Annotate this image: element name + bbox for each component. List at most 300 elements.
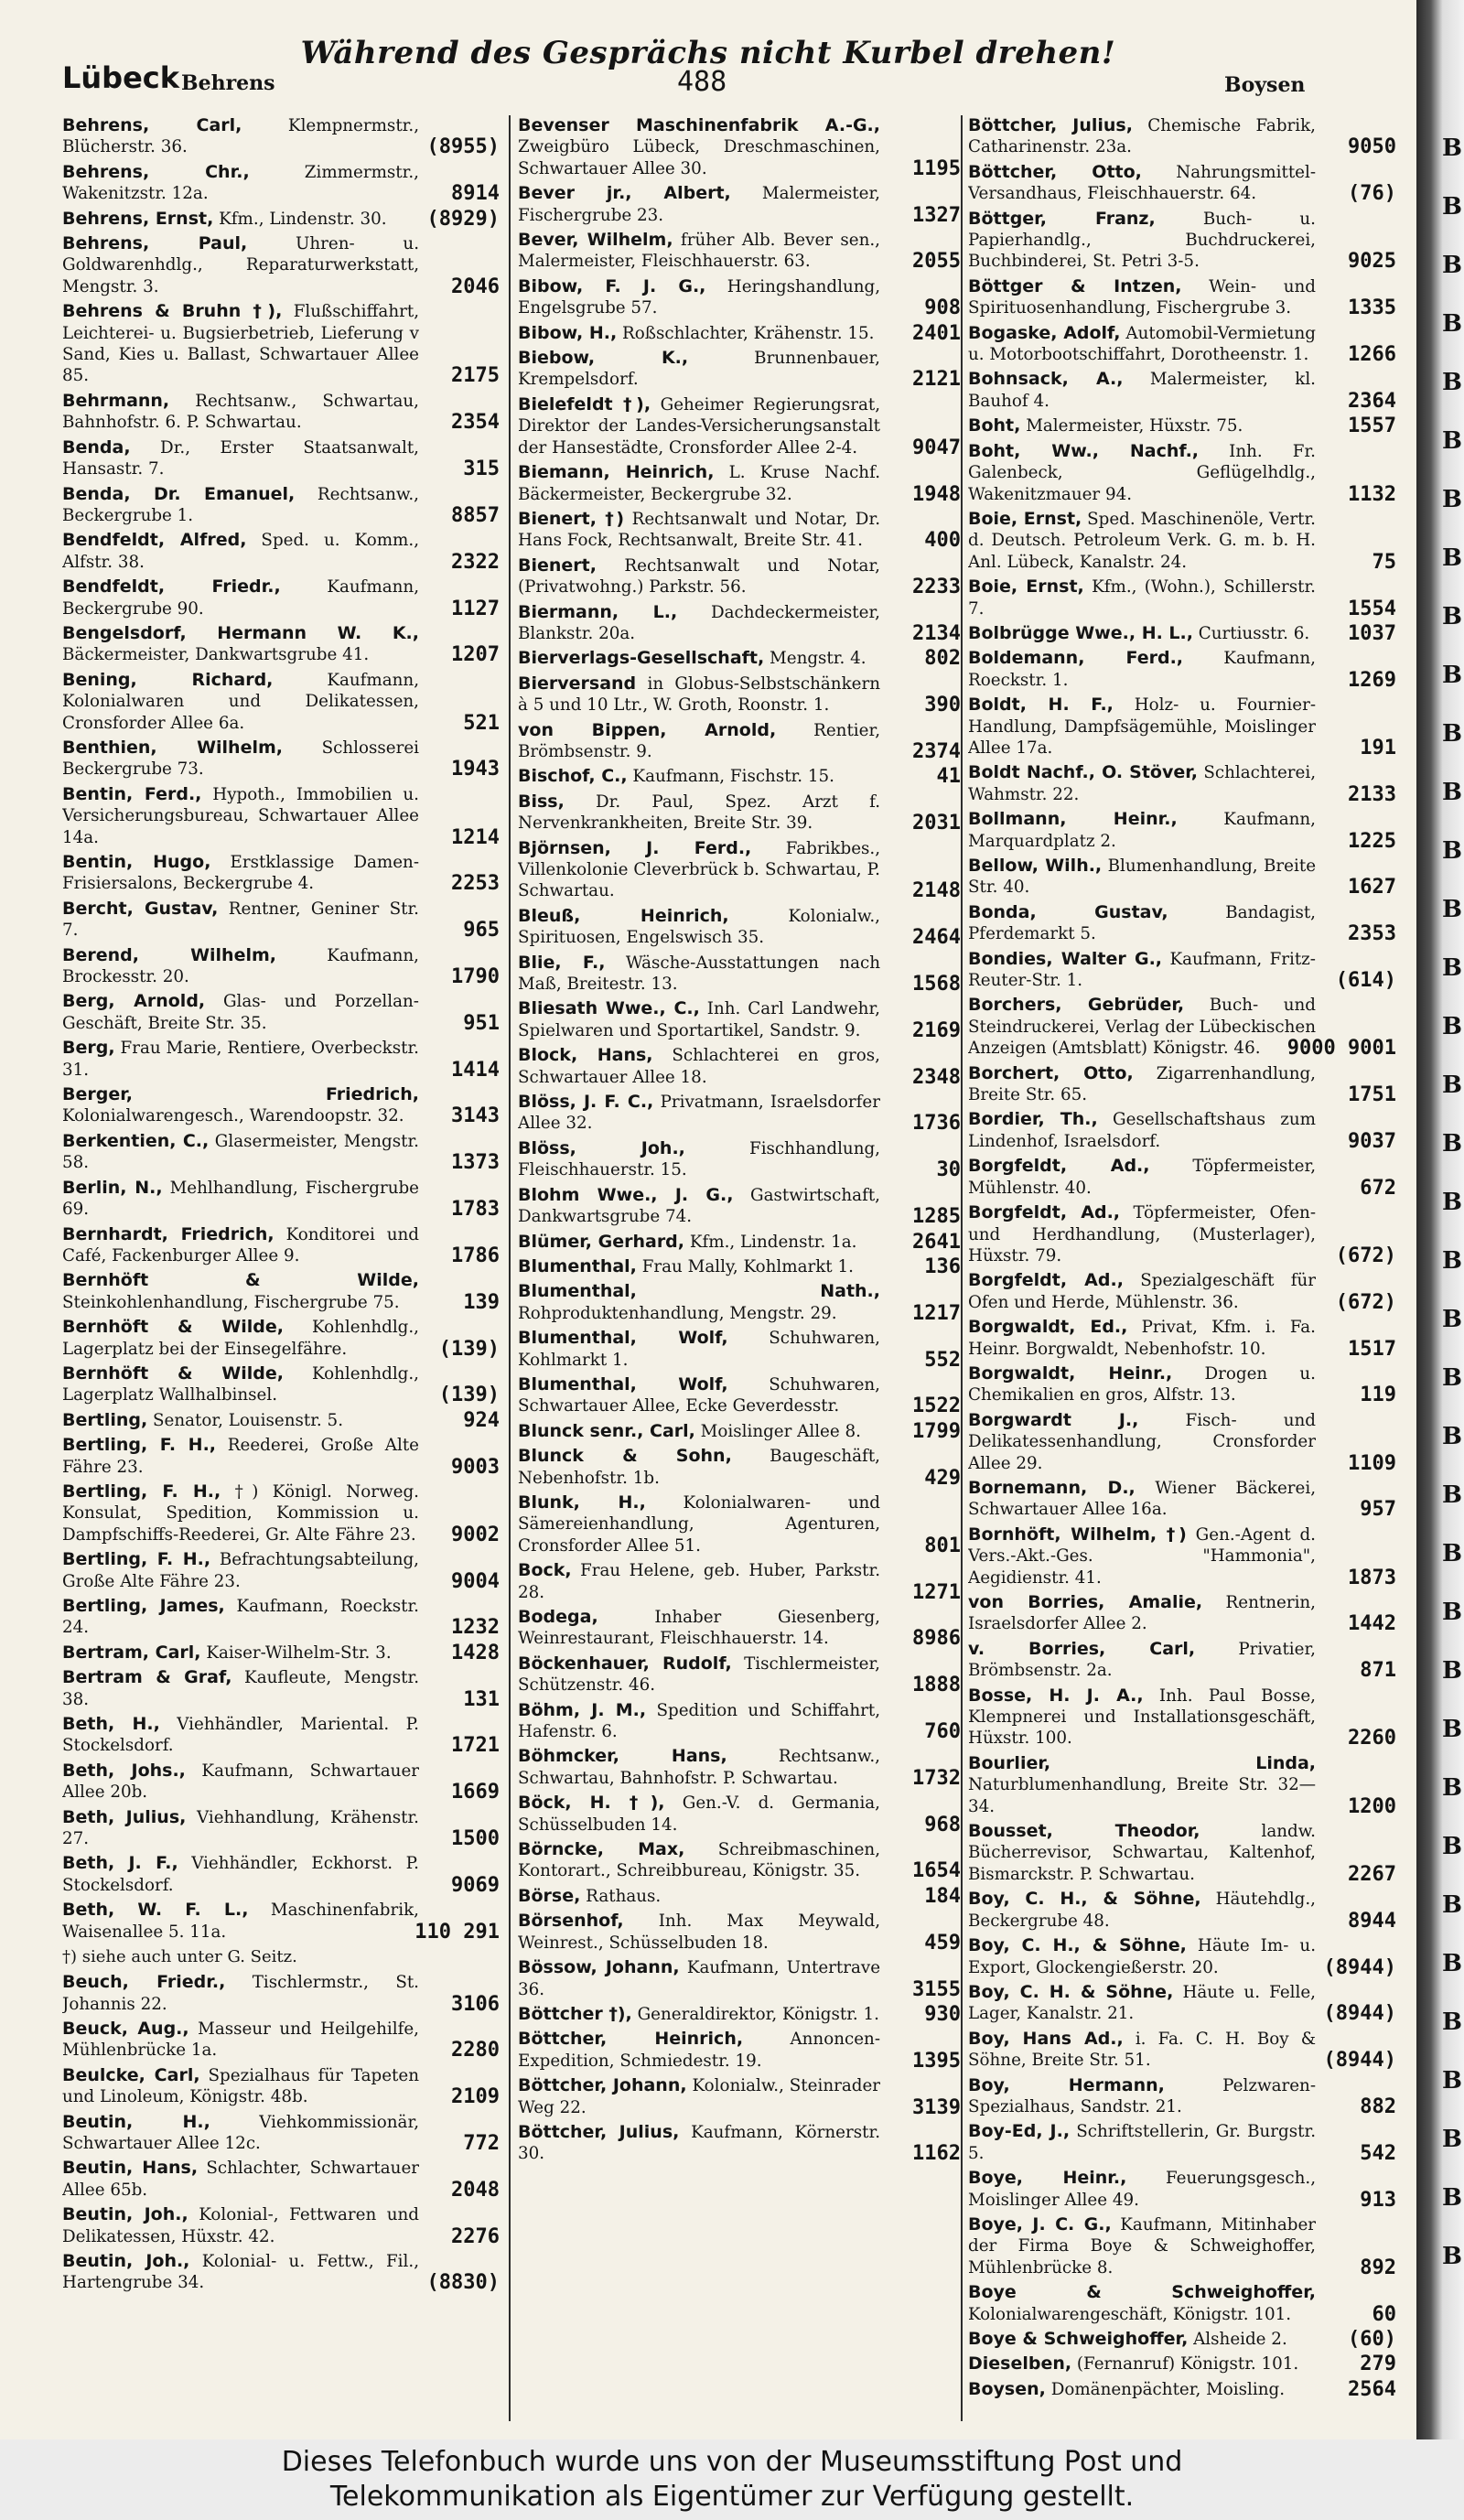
phone-number: 2046: [451, 275, 500, 298]
subscriber-name: Bielefeldt †),: [518, 393, 651, 415]
subscriber-description: Feuerungsgesch., Moislinger Allee 49.: [968, 2169, 1317, 2210]
phone-number: 1214: [451, 825, 500, 849]
directory-entry: [968, 1478, 1396, 1521]
subscriber-name: Böttcher, Heinrich,: [518, 2029, 744, 2050]
phone-number: 2564: [1348, 2377, 1396, 2401]
subscriber-name: Bertram & Graf,: [62, 1667, 232, 1688]
phone-number: 2401: [912, 321, 961, 345]
subscriber-name: Blunk, H.,: [518, 1492, 646, 1513]
directory-entry: [518, 1700, 961, 1743]
directory-entry: [518, 998, 961, 1041]
subscriber-name: Boy, Hermann,: [968, 2074, 1165, 2095]
subscriber-name: Berg,: [62, 1038, 115, 1059]
directory-entry: [62, 530, 500, 573]
directory-entry: [62, 1084, 500, 1127]
subscriber-description: Roßschlachter, Krähenstr. 15.: [621, 323, 875, 343]
directory-entry: [62, 1270, 500, 1313]
subscriber-name: Bonda, Gustav,: [968, 901, 1168, 922]
phone-number: 2031: [912, 812, 961, 835]
directory-entry: [62, 1435, 500, 1478]
subscriber-name: Blunck senr., Carl,: [518, 1420, 695, 1441]
directory-entry: [518, 2122, 961, 2165]
subscriber-description: Masseur und Heilgehilfe, Mühlenbrücke 1a.: [62, 2019, 419, 2061]
subscriber-description: Kolonialwarengesch., Warendoopstr. 32.: [62, 1106, 404, 1126]
subscriber-description: Kaufmann, Fritz-Reuter-Str. 1.: [968, 949, 1316, 991]
phone-number: 1428: [451, 1641, 500, 1664]
subscriber-name: Blohm Wwe., J. G.,: [518, 1184, 734, 1205]
subscriber-name: Borgfeldt, Ad.,: [968, 1202, 1121, 1223]
subscriber-description: Kaufmann, Beckergrube 90.: [62, 577, 420, 619]
phone-number: 2374: [912, 739, 961, 763]
directory-entry: [62, 115, 500, 158]
edge-letter: B: [1442, 1716, 1462, 1743]
subscriber-description: Häute u. Felle, Lager, Kanalstr. 21.: [968, 1982, 1316, 2024]
subscriber-name: Beutin, Joh.,: [62, 2250, 190, 2271]
subscriber-description: Töpfermeister, Ofen- und Herdhandlung, (Musterlager), Hüxstr. 79.: [968, 1203, 1316, 1265]
phone-number: 2260: [1348, 1727, 1396, 1750]
subscriber-name: Borgwaldt, Ed.,: [968, 1317, 1128, 1338]
phone-number: (8955): [426, 135, 500, 159]
directory-entry: [968, 2379, 1396, 2400]
subscriber-name: Bendfeldt, Friedr.,: [62, 576, 281, 598]
directory-entry: [62, 1363, 500, 1406]
subscriber-description: Blumenhandlung, Breite Str. 40.: [968, 856, 1317, 898]
subscriber-name: Bierverlags-Gesellschaft,: [518, 648, 765, 669]
subscriber-description: Spezialhaus für Tapeten und Linoleum, Königstr. 48b.: [62, 2065, 419, 2107]
phone-number: 2133: [1348, 782, 1396, 806]
subscriber-name: Böttcher, Johann,: [518, 2075, 687, 2096]
phone-number: 542: [1360, 2141, 1396, 2165]
directory-entry: [62, 484, 500, 527]
subscriber-name: Bengelsdorf, Hermann W. K.,: [62, 622, 419, 643]
subscriber-description: Privatier, Brömbsenstr. 2a.: [968, 1639, 1316, 1681]
phone-number: 3106: [451, 1992, 500, 2016]
directory-entry: [62, 670, 500, 734]
subscriber-name: Bock,: [518, 1560, 572, 1581]
subscriber-description: Kaufmann, Roeckstr. 1.: [968, 649, 1316, 690]
subscriber-description: Mengstr. 4.: [770, 649, 867, 669]
subscriber-name: Bercht, Gustav,: [62, 898, 219, 919]
subscriber-description: Moislinger Allee 8.: [700, 1421, 861, 1441]
left-guide-word: Behrens: [181, 71, 275, 95]
edge-letter: B: [1442, 837, 1462, 865]
directory-entry: [968, 276, 1396, 319]
phone-number: 1557: [1348, 415, 1396, 438]
edge-letter: B: [1442, 1657, 1462, 1685]
phone-number: 951: [463, 1011, 500, 1035]
edge-letter: B: [1442, 1599, 1462, 1626]
subscriber-name: Boy-Ed, J.,: [968, 2121, 1071, 2142]
phone-number: 1948: [912, 482, 961, 506]
subscriber-name: Bondies, Walter G.,: [968, 948, 1163, 969]
subscriber-description: Kolonialw., Spirituosen, Engelswisch 35.: [518, 906, 880, 948]
subscriber-description: Drogen u. Chemikalien en gros, Alfstr. 13.: [968, 1363, 1316, 1405]
directory-entry: [518, 1138, 961, 1181]
subscriber-description: Automobil-Vermietung u. Motorbootschiffahrt, Dorotheenstr. 1.: [968, 323, 1316, 365]
edge-letter: B: [1442, 896, 1462, 923]
directory-entry: [968, 1410, 1396, 1474]
phone-number: 2169: [912, 1018, 961, 1042]
directory-entry: [518, 602, 961, 645]
phone-number: 279: [1360, 2353, 1396, 2376]
subscriber-description: Zigarrenhandlung, Breite Str. 65.: [968, 1063, 1316, 1105]
subscriber-name: Boye, J. C. G.,: [968, 2213, 1112, 2235]
subscriber-description: Uhren- u. Goldwarenhdlg., Reparaturwerkstatt, Mengstr. 3.: [62, 234, 420, 296]
directory-entry: [968, 1317, 1396, 1360]
subscriber-description: Kaufleute, Mengstr. 38.: [62, 1668, 420, 1709]
subscriber-description: Gen.-Agent d. Vers.-Akt.-Ges. "Hammonia", Aegidienstr. 41.: [968, 1524, 1316, 1588]
credit-line-1: Dieses Telefonbuch wurde uns von der Museumsstiftung Post und: [281, 2446, 1183, 2478]
subscriber-name: Boy, C. H., & Söhne,: [968, 1889, 1201, 1910]
directory-entry: [518, 838, 961, 902]
phone-number: 9003: [451, 1455, 500, 1479]
subscriber-description: Tischlermeister, Schützenstr. 46.: [518, 1653, 880, 1696]
directory-entry: [62, 391, 500, 434]
directory-entry: [518, 323, 961, 344]
phone-number: (8929): [426, 207, 500, 231]
directory-entry: [62, 209, 500, 230]
edge-letter: B: [1442, 2067, 1462, 2095]
subscriber-description: Kaiser-Wilhelm-Str. 3.: [206, 1642, 392, 1663]
subscriber-name: Bornemann, D.,: [968, 1477, 1136, 1498]
phone-number: 1037: [1348, 621, 1396, 645]
subscriber-description: Fisch- und Delikatessenhandlung, Cronsforder Allee 29.: [968, 1410, 1316, 1473]
edge-letter: B: [1442, 779, 1462, 806]
phone-number: 2134: [912, 621, 961, 645]
subscriber-name: Beulcke, Carl,: [62, 2064, 200, 2085]
subscriber-name: Boysen,: [968, 2378, 1046, 2399]
subscriber-description: Frau Marie, Rentiere, Overbeckstr. 31.: [62, 1039, 419, 1080]
subscriber-name: Blöss, J. F. C.,: [518, 1092, 654, 1113]
subscriber-description: Schuhwaren, Schwartauer Allee, Ecke Geverdesstr.: [518, 1374, 880, 1416]
phone-number: 1127: [451, 597, 500, 620]
directory-entry: [968, 762, 1396, 805]
edge-letter: B: [1442, 1072, 1462, 1099]
subscriber-description: Kfm., (Wohn.), Schillerstr. 7.: [968, 577, 1316, 619]
phone-number: 2276: [451, 2224, 500, 2248]
subscriber-description: Domänenpächter, Moisling.: [1050, 2379, 1286, 2399]
directory-column-2: [518, 115, 961, 2421]
phone-number: 2175: [451, 364, 500, 388]
directory-entry: [62, 2112, 500, 2155]
subscriber-name: Bendfeldt, Alfred,: [62, 530, 247, 551]
edge-letter: B: [1442, 2126, 1462, 2153]
directory-entry: [62, 301, 500, 387]
phone-number: 1207: [451, 643, 500, 667]
directory-entry: [62, 1549, 500, 1592]
subscriber-description: Schriftstellerin, Gr. Burgstr. 5.: [968, 2122, 1317, 2163]
subscriber-description: Kolonialwaren- und Sämereienhandlung, Agenturen, Cronsforder Allee 51.: [518, 1492, 880, 1556]
subscriber-description: Nahrungsmittel-Versandhaus, Fleischhauerstr. 64.: [968, 162, 1317, 204]
subscriber-name: von Bippen, Arnold,: [518, 719, 777, 740]
subscriber-description: Kohlenhdlg., Lagerplatz bei der Einsegelfähre.: [62, 1318, 419, 1359]
subscriber-description: Frau Mally, Kohlmarkt 1.: [641, 1256, 854, 1276]
directory-entry: [968, 323, 1396, 366]
subscriber-description: Rentnerin, Israelsdorfer Allee 2.: [968, 1593, 1316, 1634]
subscriber-name: Behrens, Ernst,: [62, 208, 214, 229]
phone-number: 1751: [1348, 1083, 1396, 1107]
phone-number: 968: [924, 1813, 961, 1836]
subscriber-description: Gastwirtschaft, Dankwartsgrube 74.: [518, 1185, 880, 1227]
phone-number: 2121: [912, 368, 961, 392]
directory-entry: [518, 1281, 961, 1324]
phone-number: 9050: [1348, 135, 1396, 159]
phone-number: 1799: [912, 1419, 961, 1443]
subscriber-name: Boie, Ernst,: [968, 508, 1082, 529]
directory-entry: [968, 2029, 1396, 2072]
subscriber-name: Beth, Julius,: [62, 1806, 187, 1827]
subscriber-description: Sped. u. Komm., Alfstr. 38.: [62, 531, 420, 572]
directory-entry: [518, 906, 961, 949]
directory-entry: [62, 1410, 500, 1431]
column-divider: [509, 115, 511, 2421]
phone-number: 2233: [912, 576, 961, 599]
subscriber-description: Zweigbüro Lübeck, Dreschmaschinen, Schwartauer Allee 30.: [518, 137, 880, 178]
edge-letter: B: [1442, 1364, 1462, 1392]
phone-number: 1162: [912, 2142, 961, 2166]
subscriber-name: Block, Hans,: [518, 1045, 653, 1066]
phone-number: 1721: [451, 1734, 500, 1758]
subscriber-name: Beutin, Hans,: [62, 2158, 199, 2179]
phone-number: (76): [1348, 182, 1396, 206]
subscriber-name: Biss,: [518, 791, 565, 812]
phone-number: 1271: [912, 1580, 961, 1604]
phone-number: 1554: [1348, 597, 1396, 620]
subscriber-name: Boldt, H. F.,: [968, 695, 1114, 716]
phone-number: 924: [463, 1408, 500, 1432]
edge-letter: B: [1442, 2008, 1462, 2036]
subscriber-description: i. Fa. C. H. Boy & Söhne, Breite Str. 51.: [968, 2029, 1316, 2071]
phone-number: 2364: [1348, 389, 1396, 413]
subscriber-description: Glas- und Porzellan-Geschäft, Breite Str. 35.: [62, 992, 419, 1033]
phone-number: (8944): [1323, 2002, 1396, 2026]
directory-entry: [968, 209, 1396, 273]
phone-number: 882: [1360, 2095, 1396, 2118]
subscriber-description: Rechtsanw., Beckergrube 1.: [62, 484, 419, 525]
directory-entry: [968, 2353, 1396, 2375]
subscriber-description: Frau Helene, geb. Huber, Parkstr. 28.: [518, 1561, 881, 1602]
subscriber-name: Behrens & Bruhn †),: [62, 301, 283, 322]
subscriber-description: Gen.-V. d. Germania, Schüsselbuden 14.: [518, 1793, 880, 1835]
subscriber-description: Dr. Paul, Spez. Arzt f. Nervenkrankheiten, Breite Str. 39.: [518, 792, 880, 834]
phone-number: 1269: [1348, 668, 1396, 692]
subscriber-name: Blöss, Joh.,: [518, 1137, 685, 1158]
subscriber-name: Borgfeldt, Ad.,: [968, 1270, 1124, 1291]
subscriber-description: Schreibmaschinen, Kontorart., Schreibbureau, Königstr. 35.: [518, 1840, 880, 1881]
directory-entry: [518, 276, 961, 319]
subscriber-description: Rechtsanwalt und Notar, Dr. Hans Fock, Rechtsanwalt, Breite Str. 41.: [518, 509, 881, 551]
directory-entry: [518, 1957, 961, 2000]
subscriber-description: Inh. Paul Bosse, Klempnerei und Installationsgeschäft, Hüxstr. 100.: [968, 1685, 1316, 1749]
subscriber-description: Gesellschaftshaus zum Lindenhof, Israelsdorf.: [968, 1110, 1316, 1151]
phone-number: (8830): [426, 2271, 500, 2295]
subscriber-name: Bentin, Hugo,: [62, 852, 211, 872]
subscriber-name: Bertling, James,: [62, 1596, 225, 1616]
phone-number: 1736: [912, 1112, 961, 1136]
phone-number: 41: [936, 765, 961, 789]
phone-number: 390: [924, 694, 961, 717]
directory-entry: [968, 369, 1396, 412]
subscriber-description: Kolonial- u. Fettw., Fil., Hartengrube 34.: [62, 2251, 420, 2293]
phone-number: 8944: [1348, 1909, 1396, 1933]
subscriber-name: Beuck, Aug.,: [62, 2018, 189, 2039]
subscriber-description: Buch- u. Papierhandlg., Buchdruckerei, Buchbinderei, St. Petri 3-5.: [968, 209, 1316, 272]
subscriber-description: Inhaber Giesenberg, Weinrestaurant, Fleischhauerstr. 14.: [518, 1608, 880, 1649]
phone-number: 136: [924, 1255, 961, 1278]
phone-number: (139): [438, 1384, 500, 1407]
directory-entry: [968, 648, 1396, 691]
subscriber-name: Böttcher, Otto,: [968, 161, 1142, 182]
subscriber-name: Boie, Ernst,: [968, 576, 1084, 598]
subscriber-description: Brunnenbauer, Krempelsdorf.: [518, 349, 880, 390]
subscriber-name: Bornhöft, Wilhelm, †): [968, 1524, 1187, 1545]
subscriber-name: Börsenhof,: [518, 1911, 624, 1932]
subscriber-description: Kaufmann, Brockesstr. 20.: [62, 945, 419, 987]
phone-number: 75: [1372, 550, 1396, 574]
subscriber-name: Bordier, Th.,: [968, 1109, 1098, 1130]
edge-letter: B: [1442, 135, 1462, 162]
directory-entry: [968, 623, 1396, 644]
phone-number: 1109: [1348, 1451, 1396, 1475]
subscriber-description: Rechtsanw., Schwartau, Bahnhofstr. P. Schwartau.: [518, 1747, 880, 1788]
subscriber-name: Böttcher †),: [518, 2003, 632, 2024]
directory-entry: [62, 1131, 500, 1174]
subscriber-description: Rohproduktenhandlung, Mengstr. 29.: [518, 1303, 837, 1323]
phone-number: (60): [1348, 2328, 1396, 2351]
subscriber-name: Bischof, C.,: [518, 766, 628, 787]
subscriber-name: Biemann, Heinrich,: [518, 462, 715, 483]
directory-entry: [518, 1045, 961, 1088]
subscriber-description: Häute Im- u. Export, Glockengießerstr. 20.: [968, 1936, 1317, 1977]
subscriber-name: Boldt Nachf., O. Stöver,: [968, 762, 1199, 783]
edge-letter: B: [1442, 1423, 1462, 1450]
phone-number: 908: [924, 296, 961, 320]
directory-entry: [62, 2065, 500, 2108]
phone-number: (672): [1335, 1244, 1396, 1267]
edge-letter: B: [1442, 1950, 1462, 1977]
subscriber-description: in Globus-Selbstschänkern à 5 und 10 Ltr., W. Groth, Roonstr. 1.: [518, 673, 880, 716]
directory-entry: [968, 2121, 1396, 2164]
subscriber-name: Boldemann, Ferd.,: [968, 648, 1184, 669]
subscriber-name: Bibow, H.,: [518, 322, 618, 343]
subscriber-description: Rathaus.: [586, 1886, 662, 1906]
phone-number: 8986: [912, 1627, 961, 1651]
subscriber-description: Viehhändler, Mariental. P. Stockelsdorf.: [62, 1715, 419, 1756]
phone-number: (672): [1335, 1290, 1396, 1314]
phone-number: 2280: [451, 2039, 500, 2062]
directory-entry: [968, 1363, 1396, 1406]
directory-entry: [518, 1560, 961, 1603]
phone-number: 2353: [1348, 922, 1396, 946]
directory-entry: [518, 555, 961, 598]
directory-entry: [968, 1109, 1396, 1152]
phone-number: 9047: [912, 436, 961, 459]
subscriber-description: Inh. Carl Landwehr, Spielwaren und Sportartikel, Sandstr. 9.: [518, 999, 880, 1040]
phone-number: 8914: [451, 182, 500, 206]
directory-entry: [968, 1982, 1396, 2025]
phone-number: 871: [1360, 1659, 1396, 1683]
directory-entry: [518, 648, 961, 669]
subscriber-name: v. Borries, Carl,: [968, 1638, 1196, 1659]
subscriber-description: Kolonial-, Fettwaren und Delikatessen, Hüxstr. 42.: [62, 2205, 420, 2246]
subscriber-description: Schlachterei, Wahmstr. 22.: [968, 763, 1317, 804]
subscriber-name: Blümer, Gerhard,: [518, 1231, 685, 1252]
directory-entry: [62, 1596, 500, 1639]
phone-number: 2464: [912, 926, 961, 950]
subscriber-name: Bever, Wilhelm,: [518, 230, 673, 251]
subscriber-name: Bernhöft & Wilde,: [62, 1270, 419, 1291]
subscriber-name: Bibow, F. J. G.,: [518, 275, 706, 296]
subscriber-name: Behrens, Paul,: [62, 233, 248, 254]
directory-entry: [518, 953, 961, 996]
phone-number: 2348: [912, 1065, 961, 1089]
subscriber-description: Buch- und Steindruckerei, Verlag der Lübeckischen Anzeigen (Amtsblatt) Königstr. 46.: [968, 996, 1316, 1059]
directory-entry: [518, 1446, 961, 1489]
directory-entry: [62, 623, 500, 666]
edge-letter: B: [1442, 720, 1462, 748]
subscriber-description: Viehhändler, Eckhorst. P. Stockelsdorf.: [62, 1854, 419, 1895]
directory-entry: [518, 1185, 961, 1228]
subscriber-description: Alsheide 2.: [1193, 2330, 1287, 2349]
subscriber-description: Spezialgeschäft für Ofen und Herde, Mühlenstr. 36.: [968, 1271, 1316, 1312]
phone-number: 1783: [451, 1198, 500, 1222]
subscriber-name: Böhmcker, Hans,: [518, 1746, 727, 1767]
subscriber-name: Borgfeldt, Ad.,: [968, 1156, 1150, 1177]
subscriber-description: Kaufmann, Marquardplatz 2.: [968, 810, 1316, 851]
phone-number: 2253: [451, 872, 500, 896]
edge-letter: B: [1442, 1774, 1462, 1802]
next-page-edge-letters: [1442, 119, 1464, 2315]
subscriber-name: Boy, Hans Ad.,: [968, 2028, 1124, 2049]
subscriber-name: Blumenthal, Nath.,: [518, 1281, 880, 1302]
subscriber-description: Malermeister, Fischergrube 23.: [518, 184, 880, 225]
phone-number: 1195: [912, 156, 961, 180]
directory-entry: [62, 1178, 500, 1221]
subscriber-name: Böhm, J. M.,: [518, 1699, 647, 1720]
subscriber-description: Heringshandlung, Engelsgrube 57.: [518, 276, 881, 318]
subscriber-description: Mehlhandlung, Fischergrube 69.: [62, 1178, 419, 1220]
subscriber-name: Bleuß, Heinrich,: [518, 905, 729, 926]
directory-entry: [968, 809, 1396, 852]
subscriber-description: †) Königl. Norweg. Konsulat, Spedition, Kommission u. Dampfschiffs-Reederei, Gr. Alte Fähre 23.: [62, 1481, 419, 1545]
phone-number: 2322: [451, 550, 500, 574]
phone-number: 1285: [912, 1205, 961, 1229]
subscriber-name: Bodega,: [518, 1607, 598, 1627]
edge-letter: B: [1442, 1130, 1462, 1158]
directory-entry: [968, 1639, 1396, 1682]
subscriber-description: Baugeschäft, Nebenhofstr. 1b.: [518, 1447, 880, 1488]
subscriber-name: von Borries, Amalie,: [968, 1592, 1203, 1612]
subscriber-name: Bierversand: [518, 673, 637, 694]
subscriber-name: Böck, H. †),: [518, 1793, 665, 1814]
directory-entry: [518, 1911, 961, 1954]
directory-column-1: [62, 115, 500, 2421]
subscriber-description: Curtiusstr. 6.: [1198, 623, 1310, 643]
subscriber-description: Viehkommissionär, Schwartauer Allee 12c.: [62, 2112, 420, 2153]
subscriber-description: Reederei, Große Alte Fähre 23.: [62, 1436, 419, 1477]
directory-entry: [518, 509, 961, 552]
directory-entry: [518, 462, 961, 505]
subscriber-description: Geheimer Regierungsrat, Direktor der Landes-Versicherungsanstalt der Hansestädte, Cronsforder Allee 2-4.: [518, 394, 881, 458]
subscriber-name: Berg, Arnold,: [62, 991, 206, 1012]
subscriber-description: Wein- und Spirituosenhandlung, Fischergrube 3.: [968, 276, 1317, 318]
subscriber-name: Berend, Wilhelm,: [62, 944, 276, 965]
phone-number: 1873: [1348, 1566, 1396, 1589]
subscriber-description: Tischlermstr., St. Johannis 22.: [62, 1973, 419, 2014]
subscriber-description: Spedition und Schiffahrt, Hafenstr. 6.: [518, 1700, 881, 1742]
subscriber-description: (Fernanruf) Königstr. 101.: [1076, 2354, 1299, 2375]
subscriber-description: Kaufmann, Mitinhaber der Firma Boye & Schweighoffer, Mühlenbrücke 8.: [968, 2214, 1317, 2278]
